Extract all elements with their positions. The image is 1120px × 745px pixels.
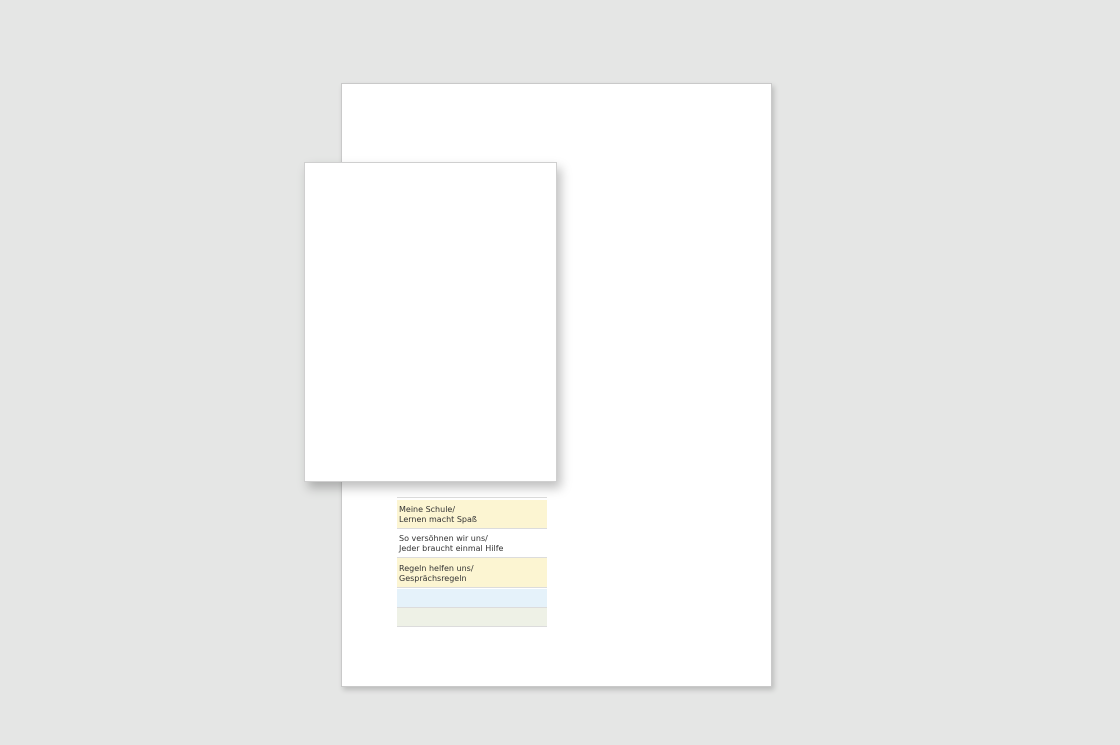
toc-label: So versöhnen wir uns/ Jeder braucht einmal Hilfe — [399, 534, 504, 553]
section-4-heading — [564, 350, 710, 374]
toc-label: Regeln helfen uns/ Gesprächsregeln — [399, 564, 474, 583]
toc-row-reflexion — [562, 596, 710, 616]
toc-row-material — [562, 615, 710, 635]
toc-row-begriffe — [562, 634, 710, 654]
section-3-heading — [564, 135, 710, 159]
toc-label: Meine Schule/ Lernen macht Spaß — [399, 505, 477, 524]
toc-row-schule — [397, 500, 547, 529]
copyright-vertical — [730, 484, 738, 684]
toc-row-schultag — [397, 589, 547, 608]
section-1-heading — [329, 179, 535, 212]
toc-row-regeln — [397, 558, 547, 588]
toc-row-meinungen — [397, 608, 547, 627]
toc-row-versoehnen — [397, 529, 547, 558]
toc-row-methodenkarte — [399, 145, 546, 159]
zoom-card — [304, 162, 557, 482]
